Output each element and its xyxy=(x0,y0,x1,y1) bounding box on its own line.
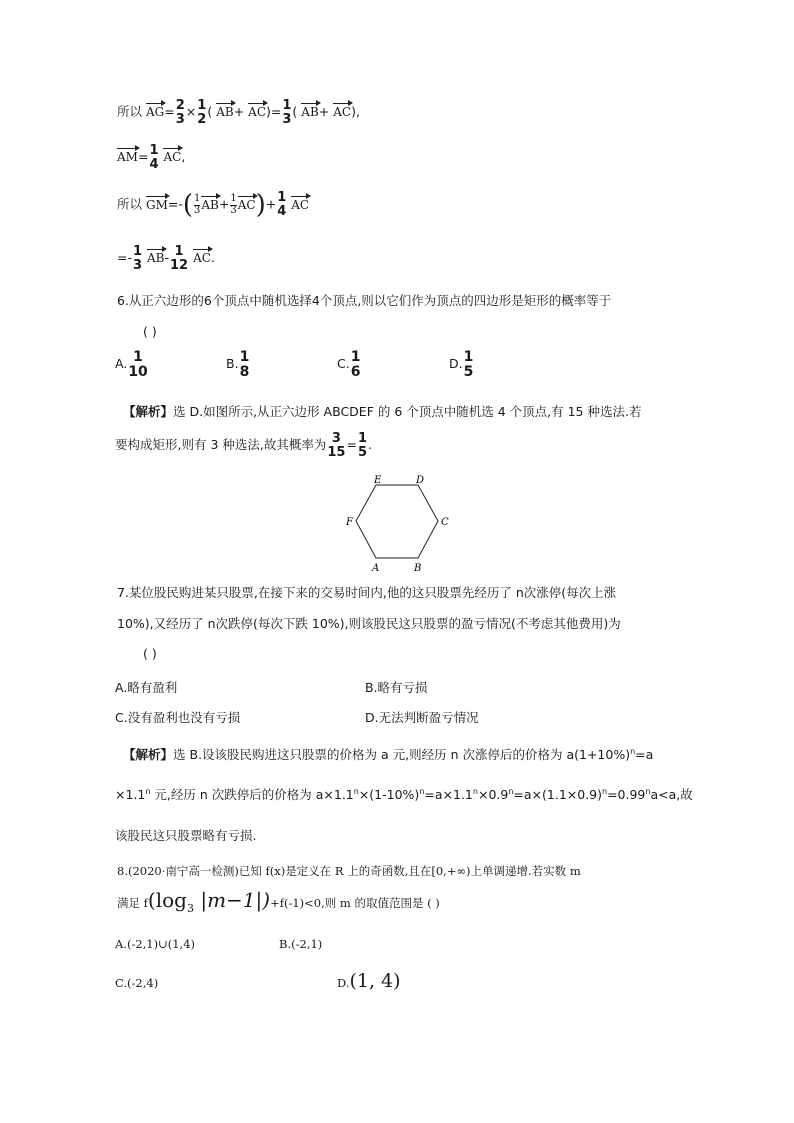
fraction-1-4 xyxy=(277,191,286,218)
vector-am: AM xyxy=(117,147,138,164)
q6-stem: 6.从正六边形的6个顶点中随机选择4个顶点,则以它们作为顶点的四边形是矩形的概率等于 xyxy=(117,293,612,308)
q8-option-b[interactable]: B.(-2,1) xyxy=(279,937,323,951)
numerator: 1 xyxy=(277,190,287,206)
vector-line-2 xyxy=(117,144,185,171)
big-paren-close: ) xyxy=(255,190,266,220)
equals-minus: =- xyxy=(167,196,183,212)
numerator: 2 xyxy=(175,98,185,113)
text-prefix: 所以 xyxy=(117,104,143,120)
numerator: 1 xyxy=(239,349,250,365)
q7-solution-1 xyxy=(123,745,653,763)
option-label: D. xyxy=(337,976,350,990)
vector-line-1 xyxy=(117,99,360,126)
denominator: 3 xyxy=(194,204,201,216)
fraction-1-3-small xyxy=(230,194,236,216)
solution-text: 元,经历 n 次跌停后的价格为 a×1.1 xyxy=(150,787,354,802)
equals-minus: =- xyxy=(117,250,132,266)
denominator: 3 xyxy=(132,257,143,273)
fraction xyxy=(128,350,147,379)
minus: - xyxy=(164,250,170,266)
log-expression xyxy=(147,888,271,915)
fraction-1-5 xyxy=(358,432,367,459)
solution-text: 要构成矩形,则有 3 种选法,故其概率为 xyxy=(115,437,327,453)
vector-ab: AB xyxy=(147,248,164,265)
q7-option-a[interactable]: A.略有盈利 xyxy=(115,680,178,695)
vector-ac: AC xyxy=(163,147,181,164)
q7-solution-3: 该股民这只股票略有亏损. xyxy=(115,828,257,843)
paren-open: ( xyxy=(207,104,213,120)
solution-text: 选 D.如图所示,从正六边形 ABCDEF 的 6 个顶点中随机选 4 个顶点,有 15 种选法.若 xyxy=(173,404,642,419)
fraction-2-3 xyxy=(176,99,185,126)
fraction xyxy=(464,350,474,379)
q6-answer-paren: ( ) xyxy=(143,324,157,339)
solution-text: 选 B.设该股民购进这只股票的价格为 a 元,则经历 n 次涨停后的价格为 a(1+10%) xyxy=(173,747,631,762)
denominator: 5 xyxy=(357,444,367,460)
solution-text: a<a,故 xyxy=(650,787,693,802)
q7-answer-paren: ( ) xyxy=(143,646,157,661)
plus: + xyxy=(265,196,277,212)
period: . xyxy=(367,437,372,453)
numerator: 1 xyxy=(194,193,201,204)
numerator: 1 xyxy=(230,193,237,204)
vector-line-4 xyxy=(117,245,215,272)
period: . xyxy=(210,250,215,266)
numerator: 1 xyxy=(133,349,143,365)
option-value: (1, 4) xyxy=(349,970,401,992)
paren-close-eq: )= xyxy=(266,104,282,120)
solution-text: ×(1-10%) xyxy=(358,787,420,802)
vector-line-3 xyxy=(117,190,309,220)
q8-stem-2 xyxy=(117,888,440,915)
q8-option-c[interactable]: C.(-2,4) xyxy=(115,976,159,990)
denominator: 3 xyxy=(230,204,237,216)
vector-ac: AC xyxy=(291,195,309,212)
equals: = xyxy=(164,104,175,120)
vector-ac: AC xyxy=(333,102,351,119)
superscript: n xyxy=(645,786,651,796)
superscript: n xyxy=(353,786,359,796)
stem-text: 满足 f xyxy=(117,896,148,910)
denominator: 8 xyxy=(239,363,250,380)
denominator: 5 xyxy=(463,363,474,380)
vertex-label-b: B xyxy=(414,563,422,574)
superscript: n xyxy=(508,786,514,796)
log-text: (log xyxy=(147,888,187,912)
numerator: 1 xyxy=(350,349,361,365)
plus: + xyxy=(218,196,230,212)
denominator: 3 xyxy=(282,111,292,127)
solution-text: =0.99 xyxy=(607,787,646,802)
denominator: 10 xyxy=(128,363,148,380)
big-paren-open: ( xyxy=(182,190,194,220)
q6-solution-2 xyxy=(115,432,372,459)
fraction-1-3-small xyxy=(194,194,200,216)
q7-stem-1: 7.某位股民购进某只股票,在接下来的交易时间内,他的这只股票先经历了 n次涨停(每次上涨 xyxy=(117,585,617,600)
solution-text: =a×(1.1×0.9) xyxy=(513,787,602,802)
log-argument: |m−1|) xyxy=(193,888,271,912)
fraction xyxy=(351,350,361,379)
vertex-label-f: F xyxy=(346,517,353,528)
q7-option-d[interactable]: D.无法判断盈亏情况 xyxy=(365,710,479,725)
denominator: 4 xyxy=(149,156,159,172)
q7-option-c[interactable]: C.没有盈利也没有亏损 xyxy=(115,710,241,725)
vector-ac: AC xyxy=(193,248,211,265)
paren-close-end: ), xyxy=(351,104,360,120)
log-base: 3 xyxy=(186,902,194,915)
solution-text: =a×1.1 xyxy=(424,787,473,802)
solution-tag: 【解析】 xyxy=(123,747,174,762)
numerator: 3 xyxy=(331,431,341,446)
superscript: n xyxy=(602,786,608,796)
text-prefix: 所以 xyxy=(117,196,143,212)
superscript: n xyxy=(630,746,636,756)
denominator: 12 xyxy=(170,257,189,273)
fraction-3-15 xyxy=(327,432,345,459)
vertex-label-c: C xyxy=(441,517,449,528)
numerator: 1 xyxy=(197,98,207,113)
solution-text: =a xyxy=(635,747,654,762)
fraction-1-3 xyxy=(133,245,142,272)
solution-text: ×0.9 xyxy=(477,787,509,802)
fraction-1-12 xyxy=(170,245,188,272)
equals: = xyxy=(137,149,149,165)
vector-ab: AB xyxy=(216,102,233,119)
fraction-1-3 xyxy=(282,99,291,126)
vertex-label-d: D xyxy=(416,475,425,486)
denominator: 3 xyxy=(175,111,185,127)
q7-stem-2: 10%),又经历了 n次跌停(每次下跌 10%),则该股民这只股票的盈亏情况(不考虑其他费用)为 xyxy=(117,616,621,631)
q8-option-a[interactable]: A.(-2,1)∪(1,4) xyxy=(115,937,196,951)
vector-ac: AC xyxy=(248,102,266,119)
solution-text: ×1.1 xyxy=(115,787,146,802)
superscript: n xyxy=(145,786,151,796)
denominator: 4 xyxy=(277,204,287,219)
plus: + xyxy=(318,104,330,120)
option-label: B. xyxy=(226,356,239,372)
solution-tag: 【解析】 xyxy=(123,404,174,419)
denominator: 2 xyxy=(197,111,207,127)
fraction xyxy=(240,350,250,379)
vector-ab: AB xyxy=(301,102,318,119)
numerator: 1 xyxy=(149,143,159,158)
q6-option-b[interactable] xyxy=(226,350,250,379)
option-label: C. xyxy=(337,356,350,372)
vector-gm: GM xyxy=(146,195,168,212)
q6-solution-1 xyxy=(123,402,641,420)
q6-option-c[interactable] xyxy=(337,350,361,379)
vector-ag: AG xyxy=(146,102,164,119)
q6-option-a[interactable] xyxy=(115,350,149,379)
q6-option-d[interactable] xyxy=(449,350,474,379)
q7-option-b[interactable]: B.略有亏损 xyxy=(365,680,428,695)
q8-option-d[interactable] xyxy=(337,970,401,992)
plus: + xyxy=(233,104,245,120)
times-sign: × xyxy=(185,104,197,120)
comma: , xyxy=(181,149,186,165)
q8-stem-1: 8.(2020·南宁高一检测)已知 f(x)是定义在 R 上的奇函数,且在[0,+∞)上单调递增.若实数 m xyxy=(117,864,581,878)
option-label: D. xyxy=(449,356,463,372)
q7-solution-2 xyxy=(115,785,693,803)
numerator: 1 xyxy=(132,244,143,259)
hexagon-figure xyxy=(342,472,462,572)
equals: = xyxy=(346,437,357,453)
numerator: 1 xyxy=(463,349,474,365)
numerator: 1 xyxy=(174,244,184,259)
paren-open: ( xyxy=(292,104,298,120)
denominator: 15 xyxy=(327,444,346,460)
denominator: 6 xyxy=(350,363,361,380)
numerator: 1 xyxy=(282,98,292,113)
superscript: n xyxy=(472,786,478,796)
stem-text: +f(-1)<0,则 m 的取值范围是 ( ) xyxy=(270,896,440,910)
vector-ab: AB xyxy=(201,195,218,212)
numerator: 1 xyxy=(357,431,367,446)
fraction-1-4 xyxy=(149,144,158,171)
hexagon-shape xyxy=(356,485,438,558)
vertex-label-a: A xyxy=(372,563,380,574)
vertex-label-e: E xyxy=(374,475,382,486)
superscript: n xyxy=(419,786,425,796)
vector-ac: AC xyxy=(238,195,256,212)
fraction-1-2 xyxy=(197,99,206,126)
option-label: A. xyxy=(115,356,128,372)
